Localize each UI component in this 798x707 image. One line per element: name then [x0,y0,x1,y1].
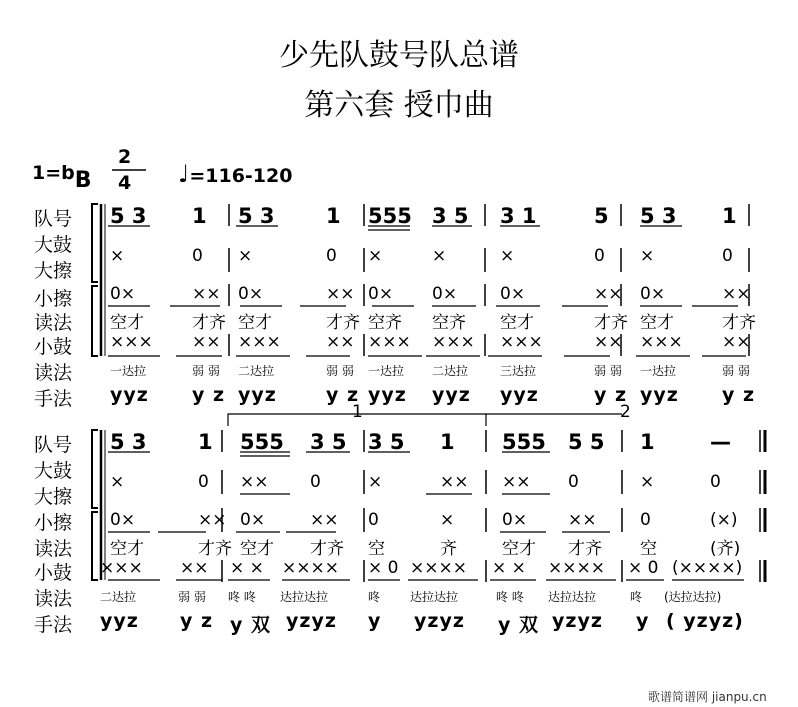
system1-duihao-cell: 1 [326,204,341,228]
system2-shoufa-cell: yzyz [414,610,465,632]
volta-second: 2 [620,402,631,422]
system2-xiaogu-cell: × 0 [628,558,659,578]
system2-xiaogu-cell: (××××) [672,558,743,578]
system1-dufa2-cell: 二达拉 [238,364,275,378]
system2-dufa2-cell: 咚 咚 [228,590,256,604]
system2-dufa1-cell: 才齐 [310,539,344,559]
system1-dufa1-cell: 才齐 [326,313,360,333]
tempo-marking: ♩=116-120 [178,160,293,188]
system1-duihao-cell: 5 3 [238,204,275,228]
system2-xiaocha-cell: ×× [568,510,597,530]
system1-xiaogu-cell: ×× [722,332,751,352]
system1-dufa1-cell: 空齐 [368,313,402,333]
system1-dufa1-cell: 空才 [640,313,674,333]
label-dagu-2: 大鼓 [34,460,73,482]
system1-dagu-cell: 0 [722,246,733,266]
system1-dagu-cell: 0 [594,246,605,266]
system1-dufa1-cell: 才齐 [192,313,226,333]
system2-xiaocha-cell: 0× [240,510,266,530]
system1-duihao-cell: 1 [192,204,207,228]
system1-dufa2-cell: 一达拉 [110,364,147,378]
system2-dufa2-cell: (达拉达拉) [664,590,722,604]
system1-xiaocha-cell: 0× [500,284,526,304]
system1-xiaogu-cell: ××× [368,332,411,352]
system1-dufa2-cell: 弱 弱 [192,364,220,378]
system1-dagu-cell: 0 [192,246,203,266]
system1-shoufa-cell: yyz [368,384,407,406]
system1-dufa1-cell: 空才 [238,313,272,333]
system2-dufa2-cell: 咚 [630,590,643,604]
label-shoufa-2: 手法 [34,614,73,636]
system2-shoufa-cell: y [368,610,382,632]
label-dufa-1b: 读法 [34,362,73,384]
system2-shoufa-cell: yyz [100,610,139,632]
label-xiaogu-1: 小鼓 [34,336,73,358]
label-xiaogu-2: 小鼓 [34,562,73,584]
system1-xiaocha-cell: ×× [594,284,623,304]
system1-xiaocha-cell: ×× [722,284,751,304]
system2-dagu-cell: × [640,472,655,492]
time-signature-bottom: 4 [118,172,132,194]
system1-xiaocha-cell: 0× [238,284,264,304]
system2-dufa2-cell: 达拉达拉 [548,590,597,604]
system2-duihao-cell: — [710,430,731,454]
system2-dufa1-cell: 空才 [110,539,144,559]
system2-shoufa-cell: y 双 [230,614,272,636]
system1-xiaogu-cell: ××× [500,332,543,352]
label-shoufa-1: 手法 [34,388,73,410]
system1-dagu-cell: 0 [326,246,337,266]
system2-xiaocha-cell: (×) [710,510,738,530]
system1-dufa2-cell: 弱 弱 [594,364,622,378]
system2-shoufa-cell: yzyz [286,610,337,632]
system2-dufa2-cell: 咚 咚 [496,590,524,604]
label-xiaocha-2: 小擦 [34,512,73,534]
system2-duihao-cell: 5 5 [568,430,605,454]
system1-dagu-cell: × [110,246,125,266]
system1-dufa1-cell: 才齐 [594,313,628,333]
key-signature: 1=bB [32,162,92,193]
system2-dufa1-cell: (齐) [710,539,741,559]
system1-xiaogu-cell: ××× [238,332,281,352]
system2-xiaogu-cell: × × [492,558,526,578]
system2-dufa2-cell: 弱 弱 [178,590,206,604]
system2-shoufa-cell: yzyz [552,610,603,632]
system2-xiaocha-cell: 0 [640,510,651,530]
system2-xiaocha-cell: ×× [310,510,339,530]
system1-dufa2-cell: 一达拉 [368,364,405,378]
system1-duihao-cell: 5 [594,204,609,228]
system1-dufa1-cell: 空才 [500,313,534,333]
label-dufa-2a: 读法 [34,538,73,560]
system2-dufa1-cell: 空才 [240,539,274,559]
system2-dufa1-cell: 空才 [502,539,536,559]
system1-xiaogu-cell: ××× [640,332,683,352]
system1-dufa1-cell: 空齐 [432,313,466,333]
system1-xiaocha-cell: 0× [110,284,136,304]
system2-xiaogu-cell: × 0 [368,558,399,578]
system2-xiaocha-cell: × [440,510,455,530]
system2-duihao-cell: 3 5 [310,430,347,454]
system1-dagu-cell: × [432,246,447,266]
system1-xiaogu-cell: ×× [326,332,355,352]
system2-duihao-cell: 5 3 [110,430,147,454]
system1-xiaocha-cell: 0× [432,284,458,304]
system1-shoufa-cell: yyz [110,384,149,406]
page-title: 少先队鼓号队总谱 [279,38,519,73]
system1-shoufa-cell: yyz [432,384,471,406]
system1-duihao-cell: 1 [722,204,737,228]
label-dagu-1: 大鼓 [34,234,73,256]
system2-shoufa-cell: y 双 [498,614,540,636]
system1-dufa1-cell: 才齐 [722,313,756,333]
system1-shoufa-cell: y z [326,384,360,406]
system1-xiaocha-cell: ×× [326,284,355,304]
system1-dagu-cell: × [238,246,253,266]
system1-shoufa-cell: yyz [500,384,539,406]
system2-xiaogu-cell: ×× [180,558,209,578]
system2-dagu-cell: 0 [710,472,721,492]
label-dufa-2b: 读法 [34,588,73,610]
system2-dagu-cell: ×× [240,472,269,492]
system2-xiaocha-cell: 0 [368,510,379,530]
system1-dufa2-cell: 弱 弱 [326,364,354,378]
system1-xiaogu-cell: ××× [432,332,475,352]
system1-xiaogu-cell: ×× [192,332,221,352]
system1-shoufa-cell: y z [594,384,628,406]
system2-dufa1-cell: 空 [640,539,657,559]
system2-dagu-cell: 0 [310,472,321,492]
system1-shoufa-cell: y z [722,384,756,406]
system2-dufa2-cell: 咚 [368,590,381,604]
label-xiaocha-1: 小擦 [34,288,73,310]
system1-dagu-cell: × [368,246,383,266]
system1-dufa1-cell: 空才 [110,313,144,333]
system2-duihao-cell: 555 [240,430,284,454]
system1-xiaogu-cell: ×× [594,332,623,352]
system1-duihao-cell: 3 5 [432,204,469,228]
system2-dagu-cell: × [368,472,383,492]
system2-dufa2-cell: 达拉达拉 [280,590,329,604]
system2-dagu-cell: ×× [502,472,531,492]
system1-duihao-cell: 3 1 [500,204,537,228]
system2-shoufa-cell: ( yzyz) [666,610,744,632]
system1-dufa2-cell: 一达拉 [640,364,677,378]
system1-xiaocha-cell: 0× [368,284,394,304]
system2-xiaogu-cell: × × [230,558,264,578]
label-dacha-2: 大擦 [34,486,73,508]
system1-xiaogu-cell: ××× [110,332,153,352]
quarter-note-icon: ♩ [178,160,190,188]
label-dufa-1a: 读法 [34,312,73,334]
system2-dufa2-cell: 达拉达拉 [410,590,459,604]
system1-xiaocha-cell: ×× [192,284,221,304]
system2-dagu-cell: × [110,472,125,492]
system1-dufa2-cell: 弱 弱 [722,364,750,378]
time-signature-top: 2 [118,146,132,168]
system2-dagu-cell: 0 [568,472,579,492]
system2-duihao-cell: 1 [198,430,213,454]
system2-xiaocha-cell: 0× [502,510,528,530]
label-dacha-1: 大擦 [34,260,73,282]
system2-duihao-cell: 3 5 [368,430,405,454]
system2-xiaocha-cell: ×× [198,510,227,530]
system1-dufa2-cell: 三达拉 [500,364,537,378]
watermark: 歌谱简谱网 jianpu.cn [648,690,767,704]
system1-shoufa-cell: y z [192,384,226,406]
system1-duihao-cell: 5 3 [110,204,147,228]
system2-dagu-cell: ×× [440,472,469,492]
system2-dufa1-cell: 才齐 [198,539,232,559]
system2-duihao-cell: 1 [440,430,455,454]
page-subtitle: 第六套 授巾曲 [304,88,494,123]
system2-dufa1-cell: 才齐 [568,539,602,559]
system1-dagu-cell: × [640,246,655,266]
system2-shoufa-cell: y [636,610,650,632]
system2-shoufa-cell: y z [180,610,214,632]
system2-duihao-cell: 555 [502,430,546,454]
system1-shoufa-cell: yyz [640,384,679,406]
system2-xiaogu-cell: ××× [100,558,143,578]
label-duihao-2: 队号 [34,434,73,456]
system1-shoufa-cell: yyz [238,384,277,406]
system1-duihao-cell: 5 3 [640,204,677,228]
system2-dufa1-cell: 齐 [440,539,457,559]
system2-xiaogu-cell: ×××× [282,558,339,578]
volta-first: 1 [352,402,363,422]
system1-dagu-cell: × [500,246,515,266]
system2-dufa1-cell: 空 [368,539,385,559]
system2-dagu-cell: 0 [198,472,209,492]
system2-xiaogu-cell: ×××× [548,558,605,578]
system1-xiaocha-cell: 0× [640,284,666,304]
system2-xiaocha-cell: 0× [110,510,136,530]
system1-dufa2-cell: 二达拉 [432,364,469,378]
system2-xiaogu-cell: ×××× [410,558,467,578]
system2-duihao-cell: 1 [640,430,655,454]
system1-duihao-cell: 555 [368,204,412,228]
label-duihao-1: 队号 [34,208,73,230]
system2-dufa2-cell: 二达拉 [100,590,137,604]
